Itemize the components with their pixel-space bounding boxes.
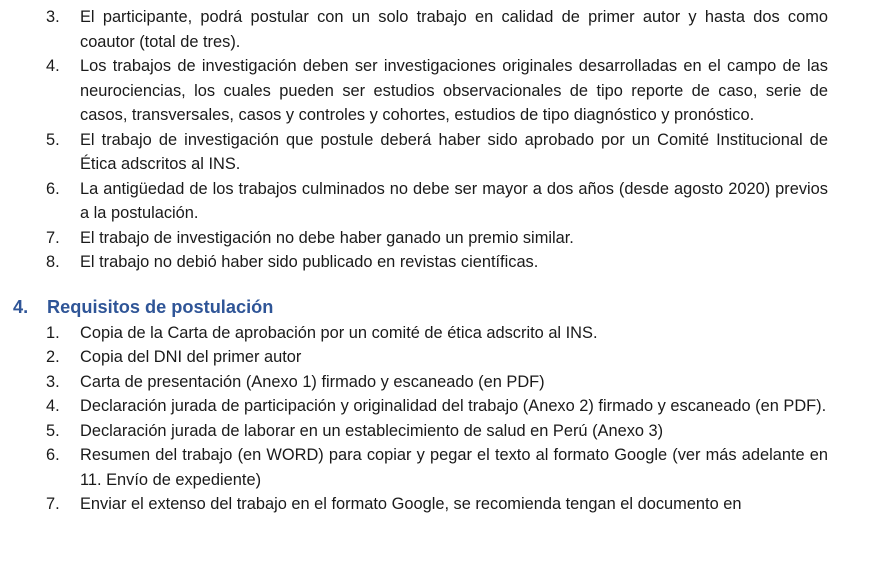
- item-text: La antigüedad de los trabajos culminados no debe ser mayor a dos años (desde agosto 2020) previos a la postulación.: [80, 179, 828, 222]
- item-number: 7.: [46, 495, 60, 513]
- list-item: [0, 443, 870, 492]
- section-number: 4.: [13, 296, 29, 317]
- item-text: Enviar el extenso del trabajo en el formato Google, se recomienda tengan el documento en: [80, 495, 742, 513]
- section-title: Requisitos de postulación: [47, 296, 274, 317]
- item-text: El trabajo no debió haber sido publicado en revistas científicas.: [80, 253, 539, 271]
- list-item: [0, 54, 870, 128]
- item-number: 6.: [46, 446, 60, 464]
- list-item: [0, 250, 870, 275]
- item-text: Declaración jurada de participación y originalidad del trabajo (Anexo 2) firmado y escaneado (en PDF).: [80, 397, 827, 415]
- list-item: [0, 5, 870, 54]
- eligibility-list: [0, 0, 870, 275]
- item-number: 3.: [46, 8, 60, 26]
- item-number: 6.: [46, 179, 60, 198]
- item-number: 4.: [46, 57, 60, 75]
- list-item: [0, 345, 870, 370]
- item-number: 8.: [46, 253, 60, 271]
- requirements-list: [0, 321, 870, 517]
- list-item: [0, 177, 870, 226]
- section-heading: [0, 294, 870, 321]
- list-item: [0, 128, 870, 177]
- item-text: Copia del DNI del primer autor: [80, 348, 302, 366]
- list-item: [0, 394, 870, 419]
- list-item: [0, 370, 870, 395]
- item-text: El participante, podrá postular con un solo trabajo en calidad de primer autor y hasta dos como coautor (total de tres).: [80, 8, 828, 51]
- item-text: Declaración jurada de laborar en un establecimiento de salud en Perú (Anexo 3): [80, 421, 664, 440]
- item-number: 5.: [46, 130, 60, 149]
- item-text: El trabajo de investigación que postule deberá haber sido aprobado por un Comité Institucional de Ética adscritos al INS.: [80, 130, 828, 173]
- item-number: 5.: [46, 421, 60, 440]
- list-item: [0, 492, 870, 517]
- item-text: Carta de presentación (Anexo 1) firmado y escaneado (en PDF): [80, 372, 545, 391]
- list-item: [0, 419, 870, 444]
- list-item: [0, 226, 870, 251]
- item-text: Los trabajos de investigación deben ser investigaciones originales desarrolladas en el campo de las neurociencias, los cuales pueden ser estudios observacionales de tipo reporte de caso, serie de casos, transversales, casos y controles y cohortes, estudios de tipo diagnóstico y pronóstico.: [80, 57, 828, 124]
- item-number: 2.: [46, 348, 60, 366]
- item-number: 7.: [46, 228, 60, 247]
- item-number: 1.: [46, 323, 60, 342]
- item-number: 4.: [46, 397, 60, 415]
- item-text: Copia de la Carta de aprobación por un comité de ética adscrito al INS.: [80, 323, 598, 342]
- item-text: El trabajo de investigación no debe haber ganado un premio similar.: [80, 228, 574, 247]
- item-text: Resumen del trabajo (en WORD) para copiar y pegar el texto al formato Google (ver más adelante en 11. Envío de expediente): [80, 446, 828, 489]
- item-number: 3.: [46, 372, 60, 391]
- list-item: [0, 321, 870, 346]
